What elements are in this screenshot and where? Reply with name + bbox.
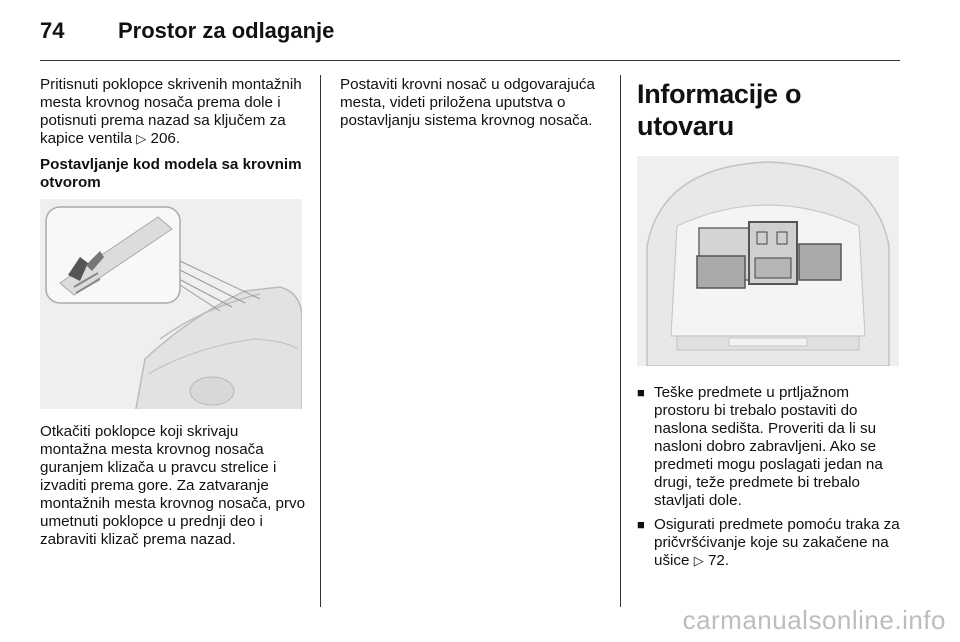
page-header	[40, 18, 900, 48]
column-middle	[340, 76, 606, 137]
list-item-text: Teške predmete u prtljažnom prostoru bi trebalo postaviti do naslona sedišta. Proveriti da li su nasloni dobro zabravljeni. Ako se predmeti mogu poslagati jedan na drugi, teže predmete bi trebalo stavljati dole.	[654, 384, 883, 509]
reference-arrow-icon: ▷	[136, 132, 147, 147]
reference-arrow-icon: ▷	[693, 554, 704, 569]
column-divider	[620, 75, 621, 607]
square-bullet-icon: ■	[637, 385, 645, 400]
column-left	[40, 76, 306, 556]
paragraph-text: Otkačiti poklopce koji skrivaju montažna mesta krovnog nosača guranjem klizača u pravcu strelice i izvaditi prema gore. Za zatvaranje montažnih mesta krovnog nosača, prvo umetnuti poklopce u prednji deo i zabraviti klizač prema nazad.	[40, 423, 306, 548]
trunk-loading-illustration	[637, 156, 899, 366]
column-right	[637, 78, 903, 577]
section-title: Informacije o utovaru	[637, 79, 802, 141]
square-bullet-icon: ■	[637, 517, 645, 532]
page-number: 74	[40, 18, 65, 43]
loading-info-list	[637, 384, 903, 571]
page-reference: 206.	[150, 130, 181, 147]
list-item	[637, 516, 903, 571]
column-divider	[320, 75, 321, 607]
roof-rack-cover-illustration	[40, 199, 302, 409]
watermark: carmanualsonline.info	[682, 605, 946, 635]
page-reference: 72.	[707, 552, 730, 569]
list-item-text: Osigurati predmete pomoću traka za pričvršćivanje koje su zakačene na ušice	[654, 516, 900, 569]
header-divider	[40, 60, 900, 61]
paragraph-text: Pritisnuti poklopce skrivenih montažnih mesta krovnog nosača prema dole i potisnuti prema nazad sa ključem za kapice ventila	[40, 76, 302, 147]
list-item	[637, 384, 903, 510]
paragraph-text: Postaviti krovni nosač u odgovarajuća mesta, videti priložena uputstva o postavljanju sistema krovnog nosača.	[340, 76, 595, 129]
paragraph	[40, 76, 306, 149]
page-title: Prostor za odlaganje	[118, 18, 335, 43]
subheading: Postavljanje kod modela sa krovnim otvorom	[40, 156, 302, 191]
